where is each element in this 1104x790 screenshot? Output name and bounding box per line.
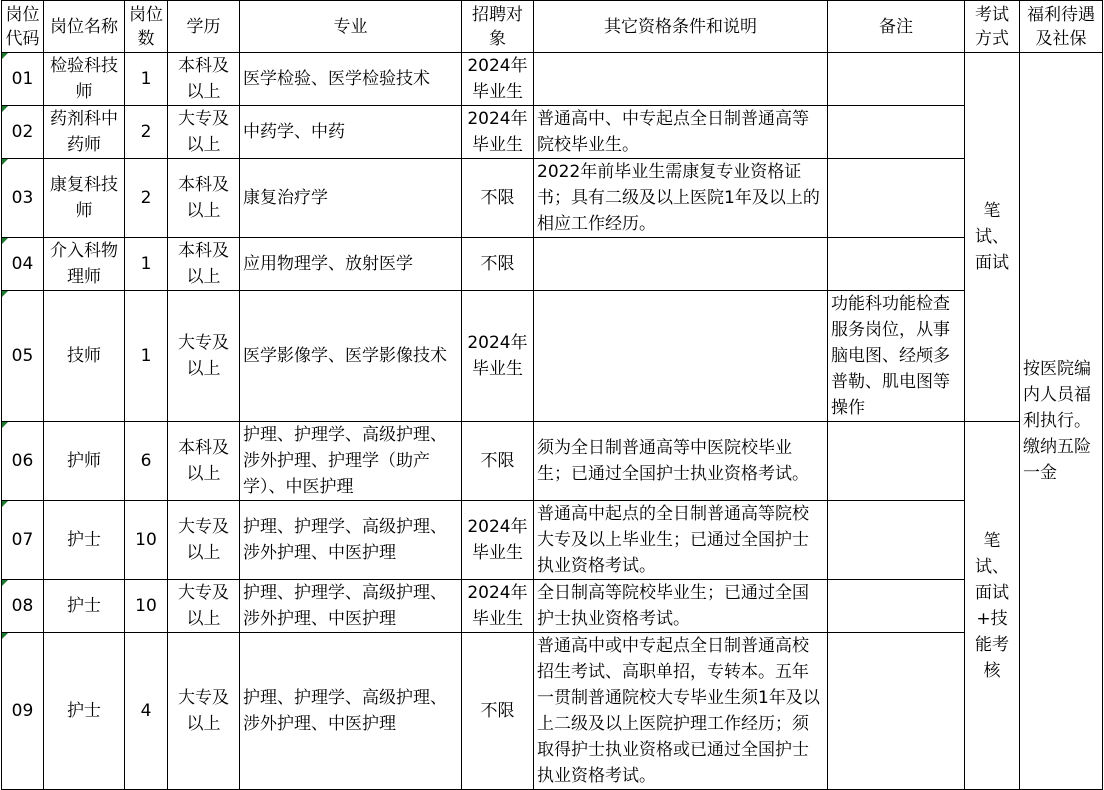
header-name: 岗位名称 xyxy=(44,1,125,53)
code-cell: 09 xyxy=(2,633,44,790)
other-cell: 普通高中或中专起点全日制普通高校招生考试、高职单招，专转本。五年一贯制普通院校大专毕业生须1年及以上二级及以上医院护理工作经历；须取得护士执业资格或已通过全国护士执业资格考试。 xyxy=(534,633,828,790)
major-cell: 医学检验、医学检验技术 xyxy=(240,53,462,106)
recruitment-table xyxy=(1,0,1103,790)
name-cell: 护师 xyxy=(44,422,125,501)
header-code: 岗位代码 xyxy=(2,1,44,53)
table-row xyxy=(2,291,1103,422)
table-row xyxy=(2,53,1103,106)
target-cell: 不限 xyxy=(462,159,534,238)
note-cell xyxy=(828,159,965,238)
note-cell xyxy=(828,633,965,790)
code-cell: 01 xyxy=(2,53,44,106)
count-cell: 10 xyxy=(125,580,168,633)
edu-cell: 本科及以上 xyxy=(168,238,240,291)
code-cell: 04 xyxy=(2,238,44,291)
header-major: 专业 xyxy=(240,1,462,53)
edu-cell: 本科及以上 xyxy=(168,422,240,501)
note-cell xyxy=(828,501,965,580)
other-cell xyxy=(534,291,828,422)
header-welfare: 福利待遇及社保 xyxy=(1020,1,1103,53)
edu-cell: 大专及以上 xyxy=(168,580,240,633)
target-cell: 2024年毕业生 xyxy=(462,53,534,106)
edu-cell: 本科及以上 xyxy=(168,53,240,106)
count-cell: 6 xyxy=(125,422,168,501)
table-row xyxy=(2,501,1103,580)
note-cell xyxy=(828,580,965,633)
target-cell: 不限 xyxy=(462,238,534,291)
major-cell: 护理、护理学、高级护理、涉外护理、中医护理 xyxy=(240,501,462,580)
name-cell: 检验科技师 xyxy=(44,53,125,106)
target-cell: 2024年毕业生 xyxy=(462,501,534,580)
name-cell: 护士 xyxy=(44,501,125,580)
count-cell: 2 xyxy=(125,106,168,159)
code-cell: 05 xyxy=(2,291,44,422)
other-cell: 2022年前毕业生需康复专业资格证书；具有二级及以上医院1年及以上的相应工作经历。 xyxy=(534,159,828,238)
note-cell xyxy=(828,422,965,501)
note-cell xyxy=(828,238,965,291)
header-target: 招聘对象 xyxy=(462,1,534,53)
table-row xyxy=(2,580,1103,633)
other-cell: 普通高中、中专起点全日制普通高等院校毕业生。 xyxy=(534,106,828,159)
table-row xyxy=(2,422,1103,501)
welfare-cell: 按医院编内人员福利执行。缴纳五险一金 xyxy=(1020,53,1103,790)
count-cell: 4 xyxy=(125,633,168,790)
other-cell xyxy=(534,238,828,291)
table-row xyxy=(2,238,1103,291)
header-other: 其它资格条件和说明 xyxy=(534,1,828,53)
code-cell: 06 xyxy=(2,422,44,501)
exam-method-cell: 笔试、面试+技能考核 xyxy=(965,422,1020,790)
major-cell: 护理、护理学、高级护理、涉外护理、中医护理 xyxy=(240,633,462,790)
edu-cell: 大专及以上 xyxy=(168,501,240,580)
major-cell: 应用物理学、放射医学 xyxy=(240,238,462,291)
edu-cell: 大专及以上 xyxy=(168,633,240,790)
major-cell: 中药学、中药 xyxy=(240,106,462,159)
count-cell: 1 xyxy=(125,53,168,106)
other-cell: 全日制高等院校毕业生；已通过全国护士执业资格考试。 xyxy=(534,580,828,633)
name-cell: 护士 xyxy=(44,580,125,633)
count-cell: 2 xyxy=(125,159,168,238)
major-cell: 康复治疗学 xyxy=(240,159,462,238)
header-edu: 学历 xyxy=(168,1,240,53)
table-row xyxy=(2,633,1103,790)
edu-cell: 本科及以上 xyxy=(168,159,240,238)
other-cell xyxy=(534,53,828,106)
edu-cell: 大专及以上 xyxy=(168,291,240,422)
code-cell: 07 xyxy=(2,501,44,580)
name-cell: 技师 xyxy=(44,291,125,422)
name-cell: 药剂科中药师 xyxy=(44,106,125,159)
header-exam: 考试方式 xyxy=(965,1,1020,53)
count-cell: 1 xyxy=(125,238,168,291)
header-row xyxy=(2,1,1103,53)
code-cell: 08 xyxy=(2,580,44,633)
major-cell: 护理、护理学、高级护理、涉外护理、中医护理 xyxy=(240,580,462,633)
table-row xyxy=(2,106,1103,159)
exam-method-cell: 笔试、面试 xyxy=(965,53,1020,422)
code-cell: 03 xyxy=(2,159,44,238)
header-note: 备注 xyxy=(828,1,965,53)
count-cell: 10 xyxy=(125,501,168,580)
other-cell: 普通高中起点的全日制普通高等院校大专及以上毕业生；已通过全国护士执业资格考试。 xyxy=(534,501,828,580)
header-count: 岗位数 xyxy=(125,1,168,53)
table-row xyxy=(2,159,1103,238)
name-cell: 介入科物理师 xyxy=(44,238,125,291)
name-cell: 护士 xyxy=(44,633,125,790)
target-cell: 2024年毕业生 xyxy=(462,580,534,633)
target-cell: 不限 xyxy=(462,422,534,501)
major-cell: 医学影像学、医学影像技术 xyxy=(240,291,462,422)
count-cell: 1 xyxy=(125,291,168,422)
major-cell: 护理、护理学、高级护理、涉外护理、护理学（助产学）、中医护理 xyxy=(240,422,462,501)
note-cell xyxy=(828,53,965,106)
code-cell: 02 xyxy=(2,106,44,159)
target-cell: 不限 xyxy=(462,633,534,790)
edu-cell: 大专及以上 xyxy=(168,106,240,159)
target-cell: 2024年毕业生 xyxy=(462,291,534,422)
target-cell: 2024年毕业生 xyxy=(462,106,534,159)
other-cell: 须为全日制普通高等中医院校毕业生；已通过全国护士执业资格考试。 xyxy=(534,422,828,501)
note-cell: 功能科功能检查服务岗位，从事脑电图、经颅多普勒、肌电图等操作 xyxy=(828,291,965,422)
name-cell: 康复科技师 xyxy=(44,159,125,238)
note-cell xyxy=(828,106,965,159)
